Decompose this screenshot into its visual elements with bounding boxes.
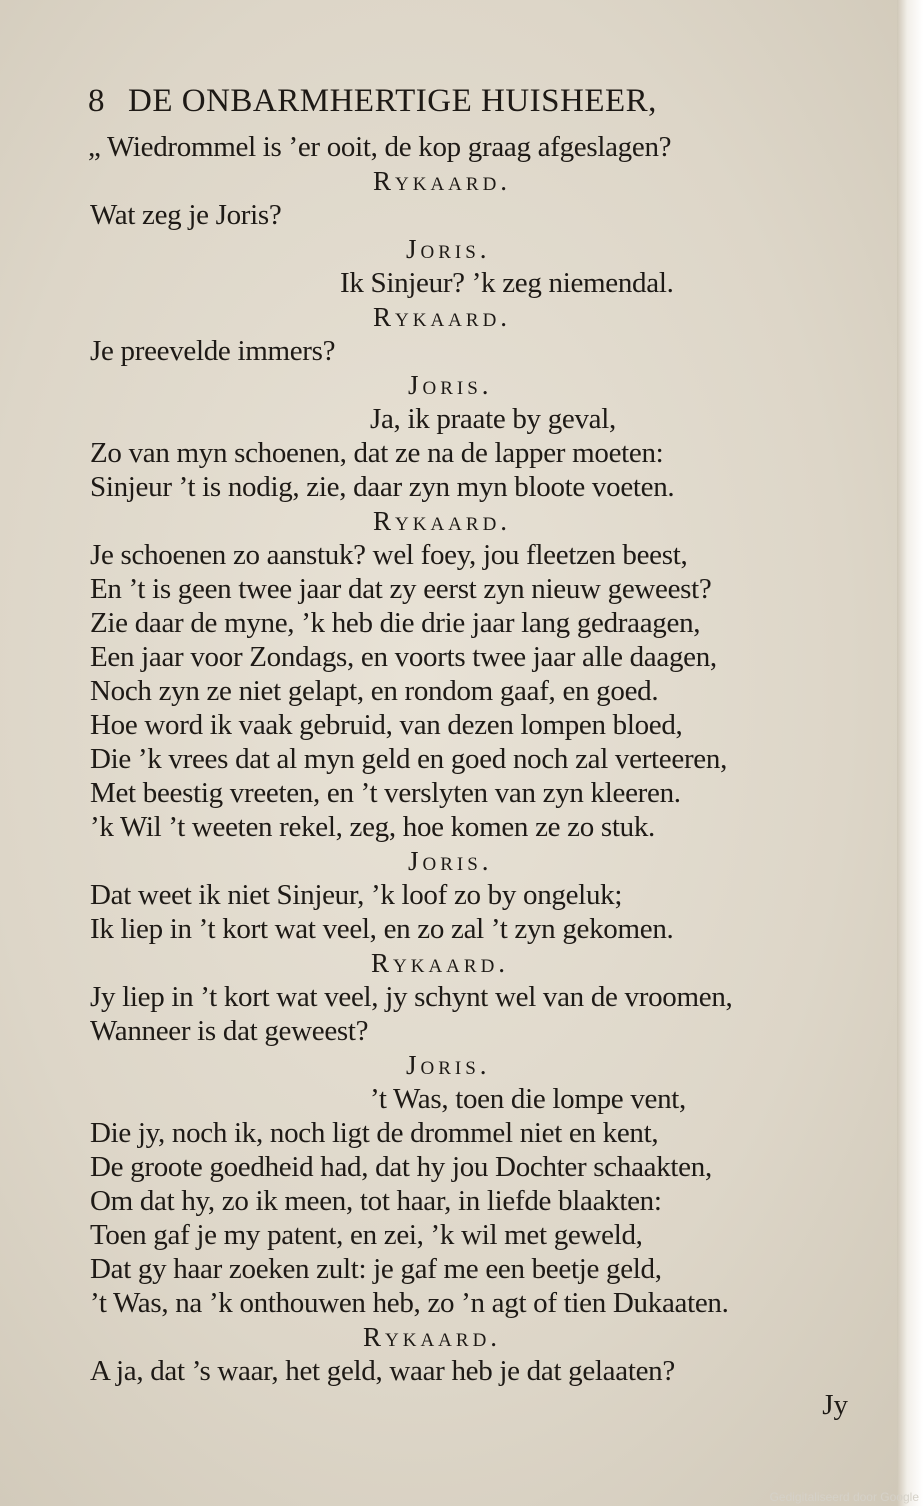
- verse-line: Om dat hy, zo ik meen, tot haar, in liefde blaakten:: [90, 1185, 662, 1217]
- speaker-name: Rykaard.: [373, 166, 512, 196]
- running-header: [88, 72, 848, 130]
- speaker-name: Joris.: [408, 846, 493, 876]
- text-block: [88, 72, 848, 1422]
- verse-line: Wanneer is dat geweest?: [90, 1015, 369, 1047]
- page-edge: [897, 0, 923, 1506]
- page-number: 8: [88, 83, 105, 119]
- verse-line: Je preevelde immers?: [90, 335, 336, 367]
- verse-line: Sinjeur ’t is nodig, zie, daar zyn myn bloote voeten.: [90, 471, 675, 503]
- verse-line: Wat zeg je Joris?: [90, 199, 282, 231]
- verse-line: Toen gaf je my patent, en zei, ’k wil met geweld,: [90, 1219, 643, 1251]
- verse-line: Dat gy haar zoeken zult: je gaf me een beetje geld,: [90, 1253, 662, 1285]
- verse-line: „ Wiedrommel is ’er ooit, de kop graag afgeslagen?: [88, 131, 672, 163]
- speaker-name: Joris.: [406, 1050, 491, 1080]
- verse-line: Zo van myn schoenen, dat ze na de lapper moeten:: [90, 437, 664, 469]
- verse-line: Zie daar de myne, ’k heb die drie jaar lang gedraagen,: [90, 607, 701, 639]
- verse-line: Die ’k vrees dat al myn geld en goed noch zal verteeren,: [90, 743, 728, 775]
- speaker-name: Joris.: [406, 234, 491, 264]
- verse-line: Die jy, noch ik, noch ligt de drommel niet en kent,: [90, 1117, 659, 1149]
- verse-line: Ja, ik praate by geval,: [370, 403, 616, 435]
- verse-line: Jy liep in ’t kort wat veel, jy schynt wel van de vroomen,: [90, 981, 733, 1013]
- speaker-name: Rykaard.: [373, 506, 512, 536]
- verse-line: Hoe word ik vaak gebruid, van dezen lompen bloed,: [90, 709, 683, 741]
- running-title: DE ONBARMHERTIGE HUISHEER,: [128, 83, 657, 119]
- verse-line: Ik liep in ’t kort wat veel, en zo zal ’t zyn gekomen.: [90, 913, 674, 945]
- catchword-line: [88, 1388, 848, 1422]
- digitization-watermark: Gedigitaliseerd door Google: [769, 1490, 919, 1504]
- verse-line: Noch zyn ze niet gelapt, en rondom gaaf, en goed.: [90, 675, 659, 707]
- catchword: Jy: [822, 1389, 848, 1421]
- verse-line: De groote goedheid had, dat hy jou Dochter schaakten,: [90, 1151, 712, 1183]
- verse-line: A ja, dat ’s waar, het geld, waar heb je dat gelaaten?: [90, 1355, 675, 1387]
- verse-line: Een jaar voor Zondags, en voorts twee jaar alle daagen,: [90, 641, 717, 673]
- verse-line: ’k Wil ’t weeten rekel, zeg, hoe komen ze zo stuk.: [90, 811, 655, 843]
- verse-line: Ik Sinjeur? ’k zeg niemendal.: [340, 267, 674, 299]
- speaker-name: Rykaard.: [371, 948, 510, 978]
- verse-line: ’t Was, na ’k onthouwen heb, zo ’n agt of tien Dukaaten.: [90, 1287, 729, 1319]
- verse-line: Dat weet ik niet Sinjeur, ’k loof zo by ongeluk;: [90, 879, 623, 911]
- verse-line: Je schoenen zo aanstuk? wel foey, jou fleetzen beest,: [90, 539, 688, 571]
- speaker-name: Rykaard.: [363, 1322, 502, 1352]
- verse-line: Met beestig vreeten, en ’t verslyten van zyn kleeren.: [90, 777, 681, 809]
- speaker-name: Joris.: [408, 370, 493, 400]
- verse-line: ’t Was, toen die lompe vent,: [370, 1083, 686, 1115]
- play-text: [88, 130, 848, 1388]
- verse-line: En ’t is geen twee jaar dat zy eerst zyn nieuw geweest?: [90, 573, 712, 605]
- speaker-name: Rykaard.: [373, 302, 512, 332]
